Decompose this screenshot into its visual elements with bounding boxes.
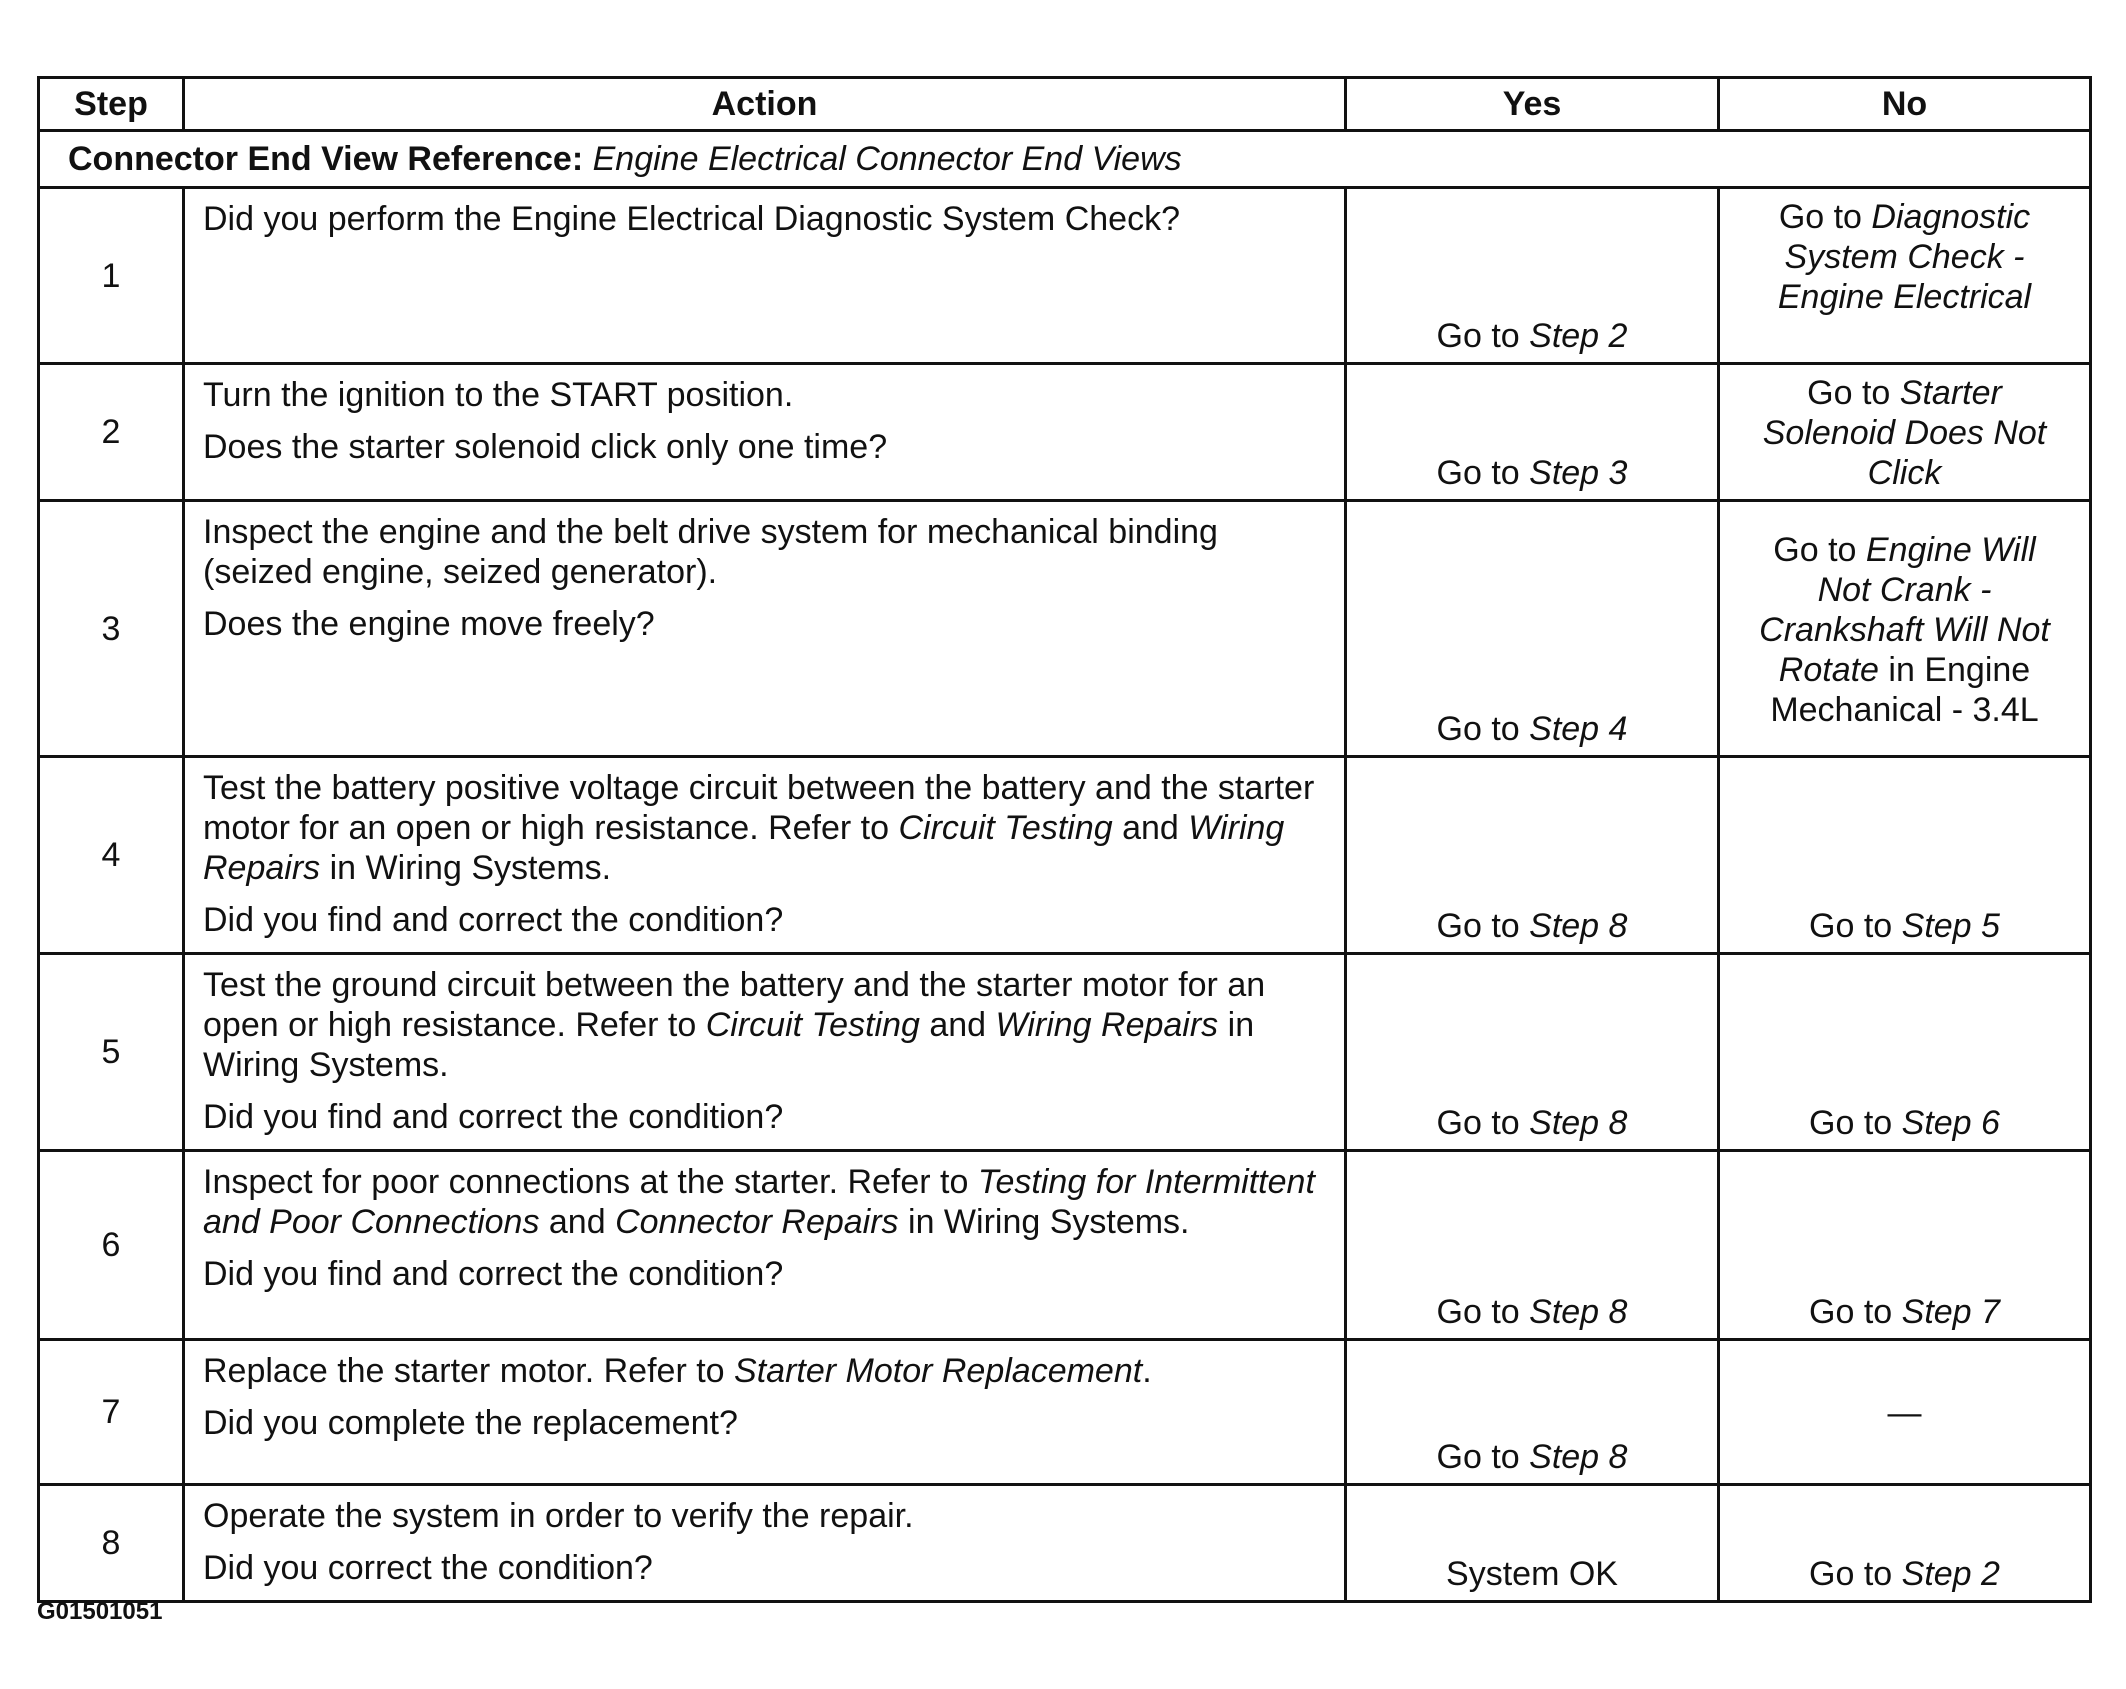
text-segment: in Wiring Systems. xyxy=(320,849,612,887)
italic-reference: Step 3 xyxy=(1529,454,1628,492)
text-segment: Go to xyxy=(1773,530,1866,569)
no-text xyxy=(1734,1393,2075,1433)
action-cell xyxy=(184,757,1346,954)
text-segment: Go to xyxy=(1809,1104,1902,1142)
italic-reference: Step 8 xyxy=(1529,907,1628,945)
italic-reference: Step 7 xyxy=(1901,1293,2000,1331)
text-segment: Inspect the engine and the belt drive system for mechanical binding (seized engine, seized generator). xyxy=(203,513,1218,591)
text-segment: . xyxy=(1142,1352,1152,1390)
text-segment: Test the ground circuit between the battery and the starter motor for an open or high resistance. Refer to xyxy=(203,966,1266,1044)
action-question xyxy=(203,900,1326,940)
no-text xyxy=(1734,197,2075,317)
text-segment: Go to xyxy=(1809,1293,1902,1331)
figure-id: G01501051 xyxy=(37,1598,163,1625)
text-segment: — xyxy=(1887,1394,1922,1432)
action-cell xyxy=(184,501,1346,757)
no-text xyxy=(1745,530,2065,730)
action-cell xyxy=(184,1340,1346,1485)
italic-reference: Connector Repairs xyxy=(615,1203,899,1241)
action-text xyxy=(203,1162,1326,1242)
yes-cell xyxy=(1346,954,1719,1151)
action-question xyxy=(203,1548,1326,1588)
text-segment: Test the battery positive voltage circuit between the battery and the starter motor for an open or high resistance. Refer to xyxy=(203,769,1315,847)
italic-reference: Circuit Testing xyxy=(705,1006,920,1044)
italic-reference: Wiring Repairs xyxy=(203,809,1285,887)
text-segment: Operate the system in order to verify the repair. xyxy=(203,1497,914,1535)
action-text xyxy=(203,199,1326,239)
italic-reference: Step 2 xyxy=(1901,1555,2000,1593)
no-cell xyxy=(1719,1485,2091,1602)
yes-cell xyxy=(1346,1485,1719,1602)
italic-reference: Diagnostic System Check - Engine Electrical xyxy=(1777,198,2032,316)
italic-reference: Starter Motor Replacement xyxy=(734,1352,1143,1390)
step-number: 4 xyxy=(39,757,184,954)
text-segment: Did you correct the condition? xyxy=(203,1549,653,1587)
header-step: Step xyxy=(39,78,184,131)
yes-cell xyxy=(1346,188,1719,364)
step-number: 8 xyxy=(39,1485,184,1602)
table-row xyxy=(39,954,2091,1151)
yes-cell xyxy=(1346,757,1719,954)
text-segment: Replace the starter motor. Refer to xyxy=(203,1352,735,1390)
italic-reference: Step 5 xyxy=(1901,907,2000,945)
no-cell xyxy=(1719,501,2091,757)
italic-reference: Step 8 xyxy=(1529,1104,1628,1142)
table-row xyxy=(39,757,2091,954)
text-segment: Go to xyxy=(1436,454,1530,492)
text-segment: Does the starter solenoid click only one time? xyxy=(203,428,888,466)
text-segment: in Engine Mechanical - 3.4L xyxy=(1770,650,2039,729)
text-segment: and xyxy=(919,1006,996,1044)
text-segment: Go to xyxy=(1778,198,1872,236)
yes-cell xyxy=(1346,1151,1719,1340)
no-cell xyxy=(1719,1151,2091,1340)
text-segment: Go to xyxy=(1436,1104,1530,1142)
reference-label: Connector End View Reference: xyxy=(68,140,584,178)
text-segment: System OK xyxy=(1446,1555,1618,1593)
table-row xyxy=(39,1485,2091,1602)
text-segment: Did you complete the replacement? xyxy=(203,1404,738,1442)
italic-reference: Step 4 xyxy=(1529,710,1628,748)
table-row xyxy=(39,188,2091,364)
no-cell xyxy=(1719,1340,2091,1485)
text-segment: Did you find and correct the condition? xyxy=(203,901,784,939)
step-number: 7 xyxy=(39,1340,184,1485)
action-cell xyxy=(184,1485,1346,1602)
text-segment: Go to xyxy=(1807,374,1900,412)
no-cell xyxy=(1719,954,2091,1151)
no-text xyxy=(1734,906,2075,946)
text-segment: Go to xyxy=(1436,317,1530,355)
action-text xyxy=(203,512,1326,592)
action-cell xyxy=(184,954,1346,1151)
step-number: 3 xyxy=(39,501,184,757)
action-text xyxy=(203,1496,1326,1536)
text-segment: in Wiring Systems. xyxy=(898,1203,1190,1241)
header-action: Action xyxy=(184,78,1346,131)
table-row xyxy=(39,1340,2091,1485)
reference-value: Engine Electrical Connector End Views xyxy=(592,140,1182,178)
text-segment: and xyxy=(1112,809,1189,847)
italic-reference: Step 6 xyxy=(1901,1104,2000,1142)
no-cell xyxy=(1719,757,2091,954)
italic-reference: Step 8 xyxy=(1529,1293,1628,1331)
no-cell xyxy=(1719,364,2091,501)
action-cell xyxy=(184,1151,1346,1340)
action-cell xyxy=(184,188,1346,364)
italic-reference: Step 2 xyxy=(1529,317,1628,355)
text-segment: Go to xyxy=(1436,907,1530,945)
text-segment: Did you find and correct the condition? xyxy=(203,1098,784,1136)
text-segment: Go to xyxy=(1436,710,1530,748)
header-row xyxy=(39,78,2091,131)
no-text xyxy=(1755,373,2055,493)
text-segment: Does the engine move freely? xyxy=(203,605,655,643)
yes-cell xyxy=(1346,364,1719,501)
text-segment: in Wiring Systems. xyxy=(203,1006,1255,1084)
step-number: 5 xyxy=(39,954,184,1151)
action-text xyxy=(203,1351,1326,1391)
reference-cell xyxy=(39,131,2091,188)
table-row xyxy=(39,364,2091,501)
text-segment: Go to xyxy=(1436,1438,1530,1476)
action-question xyxy=(203,604,1326,644)
step-number: 1 xyxy=(39,188,184,364)
italic-reference: Circuit Testing xyxy=(898,809,1113,847)
no-text xyxy=(1734,1554,2075,1594)
header-no: No xyxy=(1719,78,2091,131)
text-segment: and xyxy=(539,1203,616,1241)
action-text xyxy=(203,375,1326,415)
yes-cell xyxy=(1346,1340,1719,1485)
action-question xyxy=(203,1254,1326,1294)
text-segment: Go to xyxy=(1809,907,1902,945)
text-segment: Did you find and correct the condition? xyxy=(203,1255,784,1293)
text-segment: Go to xyxy=(1809,1555,1902,1593)
action-question xyxy=(203,427,1326,467)
no-text xyxy=(1734,1103,2075,1143)
action-text xyxy=(203,768,1326,888)
text-segment: Turn the ignition to the START position. xyxy=(203,376,794,414)
italic-reference: Starter Solenoid Does Not Click xyxy=(1762,374,2047,492)
action-text xyxy=(203,965,1326,1085)
no-text xyxy=(1734,1292,2075,1332)
text-segment: Go to xyxy=(1436,1293,1530,1331)
italic-reference: Step 8 xyxy=(1529,1438,1628,1476)
action-cell xyxy=(184,364,1346,501)
italic-reference: Testing for Intermittent and Poor Connections xyxy=(203,1163,1315,1241)
header-yes: Yes xyxy=(1346,78,1719,131)
table-row xyxy=(39,501,2091,757)
italic-reference: Engine Will Not Crank - Crankshaft Will Not Rotate xyxy=(1759,530,2050,689)
action-question xyxy=(203,1403,1326,1443)
diagnostic-table xyxy=(37,76,2092,1603)
yes-cell xyxy=(1346,501,1719,757)
table-row xyxy=(39,1151,2091,1340)
no-cell xyxy=(1719,188,2091,364)
action-question xyxy=(203,1097,1326,1137)
reference-row xyxy=(39,131,2091,188)
text-segment: Inspect for poor connections at the starter. Refer to xyxy=(203,1163,978,1201)
text-segment: Did you perform the Engine Electrical Diagnostic System Check? xyxy=(203,200,1180,238)
step-number: 2 xyxy=(39,364,184,501)
step-number: 6 xyxy=(39,1151,184,1340)
italic-reference: Wiring Repairs xyxy=(995,1006,1219,1044)
